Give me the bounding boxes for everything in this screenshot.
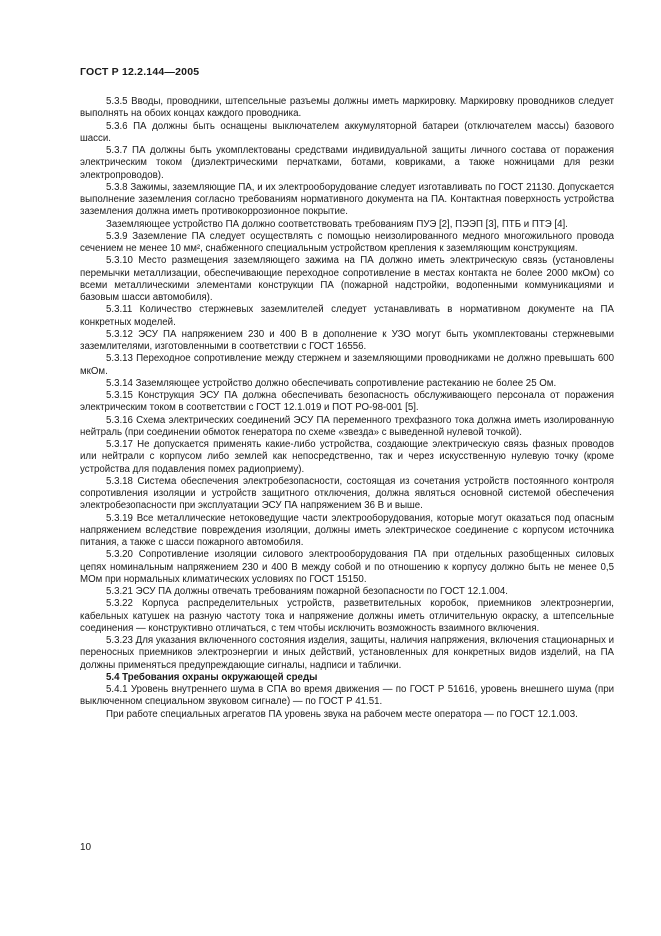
paragraph-5-3-10: 5.3.10 Место размещения заземляющего зажима на ПА должно иметь электрическую связь (установлены перемычки металлизации, обеспечивающие переходное сопротивление в местах контакта не более 2000 мкОм) со всеми металлическими элементами конструкции ПА (пожарной надстройки, водопенными коммуникациями и базовым шасси автомобиля). xyxy=(80,255,614,303)
paragraph-5-3-12: 5.3.12 ЭСУ ПА напряжением 230 и 400 В в дополнение к УЗО могут быть укомплектованы стержневыми заземлителями, изготовленными в соответствии с ГОСТ 16556. xyxy=(80,328,614,352)
paragraph-5-3-15: 5.3.15 Конструкция ЭСУ ПА должна обеспечивать безопасность обслуживающего персонала от поражения электрическим током в соответствии с ГОСТ 12.1.019 и ПОТ РО-98-001 [5]. xyxy=(80,390,614,414)
paragraph-5-3-13: 5.3.13 Переходное сопротивление между стержнем и заземляющими проводниками не должно превышать 600 мкОм. xyxy=(80,353,614,377)
paragraph-5-4-1: 5.4.1 Уровень внутреннего шума в СПА во время движения — по ГОСТ Р 51616, уровень внешнего шума (при выключенном специальном звуковом сигнале) — по ГОСТ Р 41.51. xyxy=(80,684,614,708)
paragraph-5-3-11: 5.3.11 Количество стержневых заземлителей следует устанавливать в нормативном документе на ПА конкретных моделей. xyxy=(80,304,614,328)
document-body xyxy=(80,96,614,721)
paragraph-5-3-7: 5.3.7 ПА должны быть укомплектованы средствами индивидуальной защиты личного состава от поражения электрическим током (диэлектрическими перчатками, ботами, ковриками, а также ножницами для резки электропроводов). xyxy=(80,145,614,181)
section-title-5-4: 5.4 Требования охраны окружающей среды xyxy=(106,671,318,683)
paragraph-5-3-14: 5.3.14 Заземляющее устройство должно обеспечивать сопротивление растеканию не более 25 Ом. xyxy=(106,377,557,389)
paragraph-5-3-22: 5.3.22 Корпуса распределительных устройств, разветвительных коробок, приемников электроэнергии, кабельных катушек на разную частоту тока и напряжение должны иметь отличительную окраску, а штепсельные соединения — конструктивно отличаться, с тем чтобы исключить возможность взаимного включения. xyxy=(80,598,614,634)
paragraph-5-4-1-operator: При работе специальных агрегатов ПА уровень звука на рабочем месте оператора — по ГОСТ 12.1.003. xyxy=(106,708,578,720)
paragraph-5-3-8-grounding: Заземляющее устройство ПА должно соответствовать требованиям ПУЭ [2], ПЭЭП [3], ПТБ и ПТЭ [4]. xyxy=(106,218,568,230)
paragraph-5-3-6: 5.3.6 ПА должны быть оснащены выключателем аккумуляторной батареи (отключателем массы) базового шасси. xyxy=(80,120,614,144)
paragraph-5-3-19: 5.3.19 Все металлические нетоковедущие части электрооборудования, которые могут оказаться под опасным напряжением вследствие повреждения изоляции, должны иметь электрическое соединение с корпусом источника питания, а также с шасси пожарного автомобиля. xyxy=(80,512,614,548)
document-header: ГОСТ Р 12.2.144—2005 xyxy=(80,66,200,78)
page-number: 10 xyxy=(80,842,92,853)
paragraph-5-3-23: 5.3.23 Для указания включенного состояния изделия, защиты, наличия напряжения, включения стационарных и переносных приемников электроэнергии и иных действий, установленных для конкретных видов изделий, на ПА должны применяться предупреждающие сигналы, надписи и таблички. xyxy=(80,635,614,671)
paragraph-5-3-18: 5.3.18 Система обеспечения электробезопасности, состоящая из сочетания устройств постоянного контроля сопротивления изоляции и устройств защитного отключения, должна являться основной системой обеспечения электробезопасности при эксплуатации ЭСУ ПА напряжением 36 В и выше. xyxy=(80,475,614,512)
paragraph-5-3-17: 5.3.17 Не допускается применять какие-либо устройства, создающие электрическую связь фазных проводов или нейтрали с корпусом либо землей как непосредственно, так и через искусственную нулевую точку (кроме устройства для подавления помех радиоприему). xyxy=(80,439,614,475)
paragraph-5-3-21: 5.3.21 ЭСУ ПА должны отвечать требованиям пожарной безопасности по ГОСТ 12.1.004. xyxy=(106,586,508,597)
paragraph-5-3-16: 5.3.16 Схема электрических соединений ЭСУ ПА переменного трехфазного тока должна иметь изолированную нейтраль (при соединении обмоток генератора по схеме «звезда» с выведенной нулевой точкой). xyxy=(80,414,614,438)
paragraph-5-3-8: 5.3.8 Зажимы, заземляющие ПА, и их электрооборудование следует изготавливать по ГОСТ 21130. Допускается выполнение заземления согласно требованиям нормативного документа на ПА. Контактная поверхность устройства заземления должна иметь противокоррозионное покрытие. xyxy=(80,181,614,218)
paragraph-5-3-20: 5.3.20 Сопротивление изоляции силового электрооборудования ПА при отдельных разобщенных силовых цепях номинальным напряжением 230 и 400 В между собой и по отношению к корпусу должно быть не менее 0,5 МОм при нормальных климатических условиях по ГОСТ 15150. xyxy=(80,549,614,585)
paragraph-5-3-9: 5.3.9 Заземление ПА следует осуществлять с помощью неизолированного медного многожильного провода сечением не менее 10 мм², снабженного специальным устройством крепления к заземляющим конструкциям. xyxy=(80,230,614,254)
paragraph-5-3-5: 5.3.5 Вводы, проводники, штепсельные разъемы должны иметь маркировку. Маркировку проводников следует выполнять на обоих концах каждого проводника. xyxy=(80,96,614,120)
